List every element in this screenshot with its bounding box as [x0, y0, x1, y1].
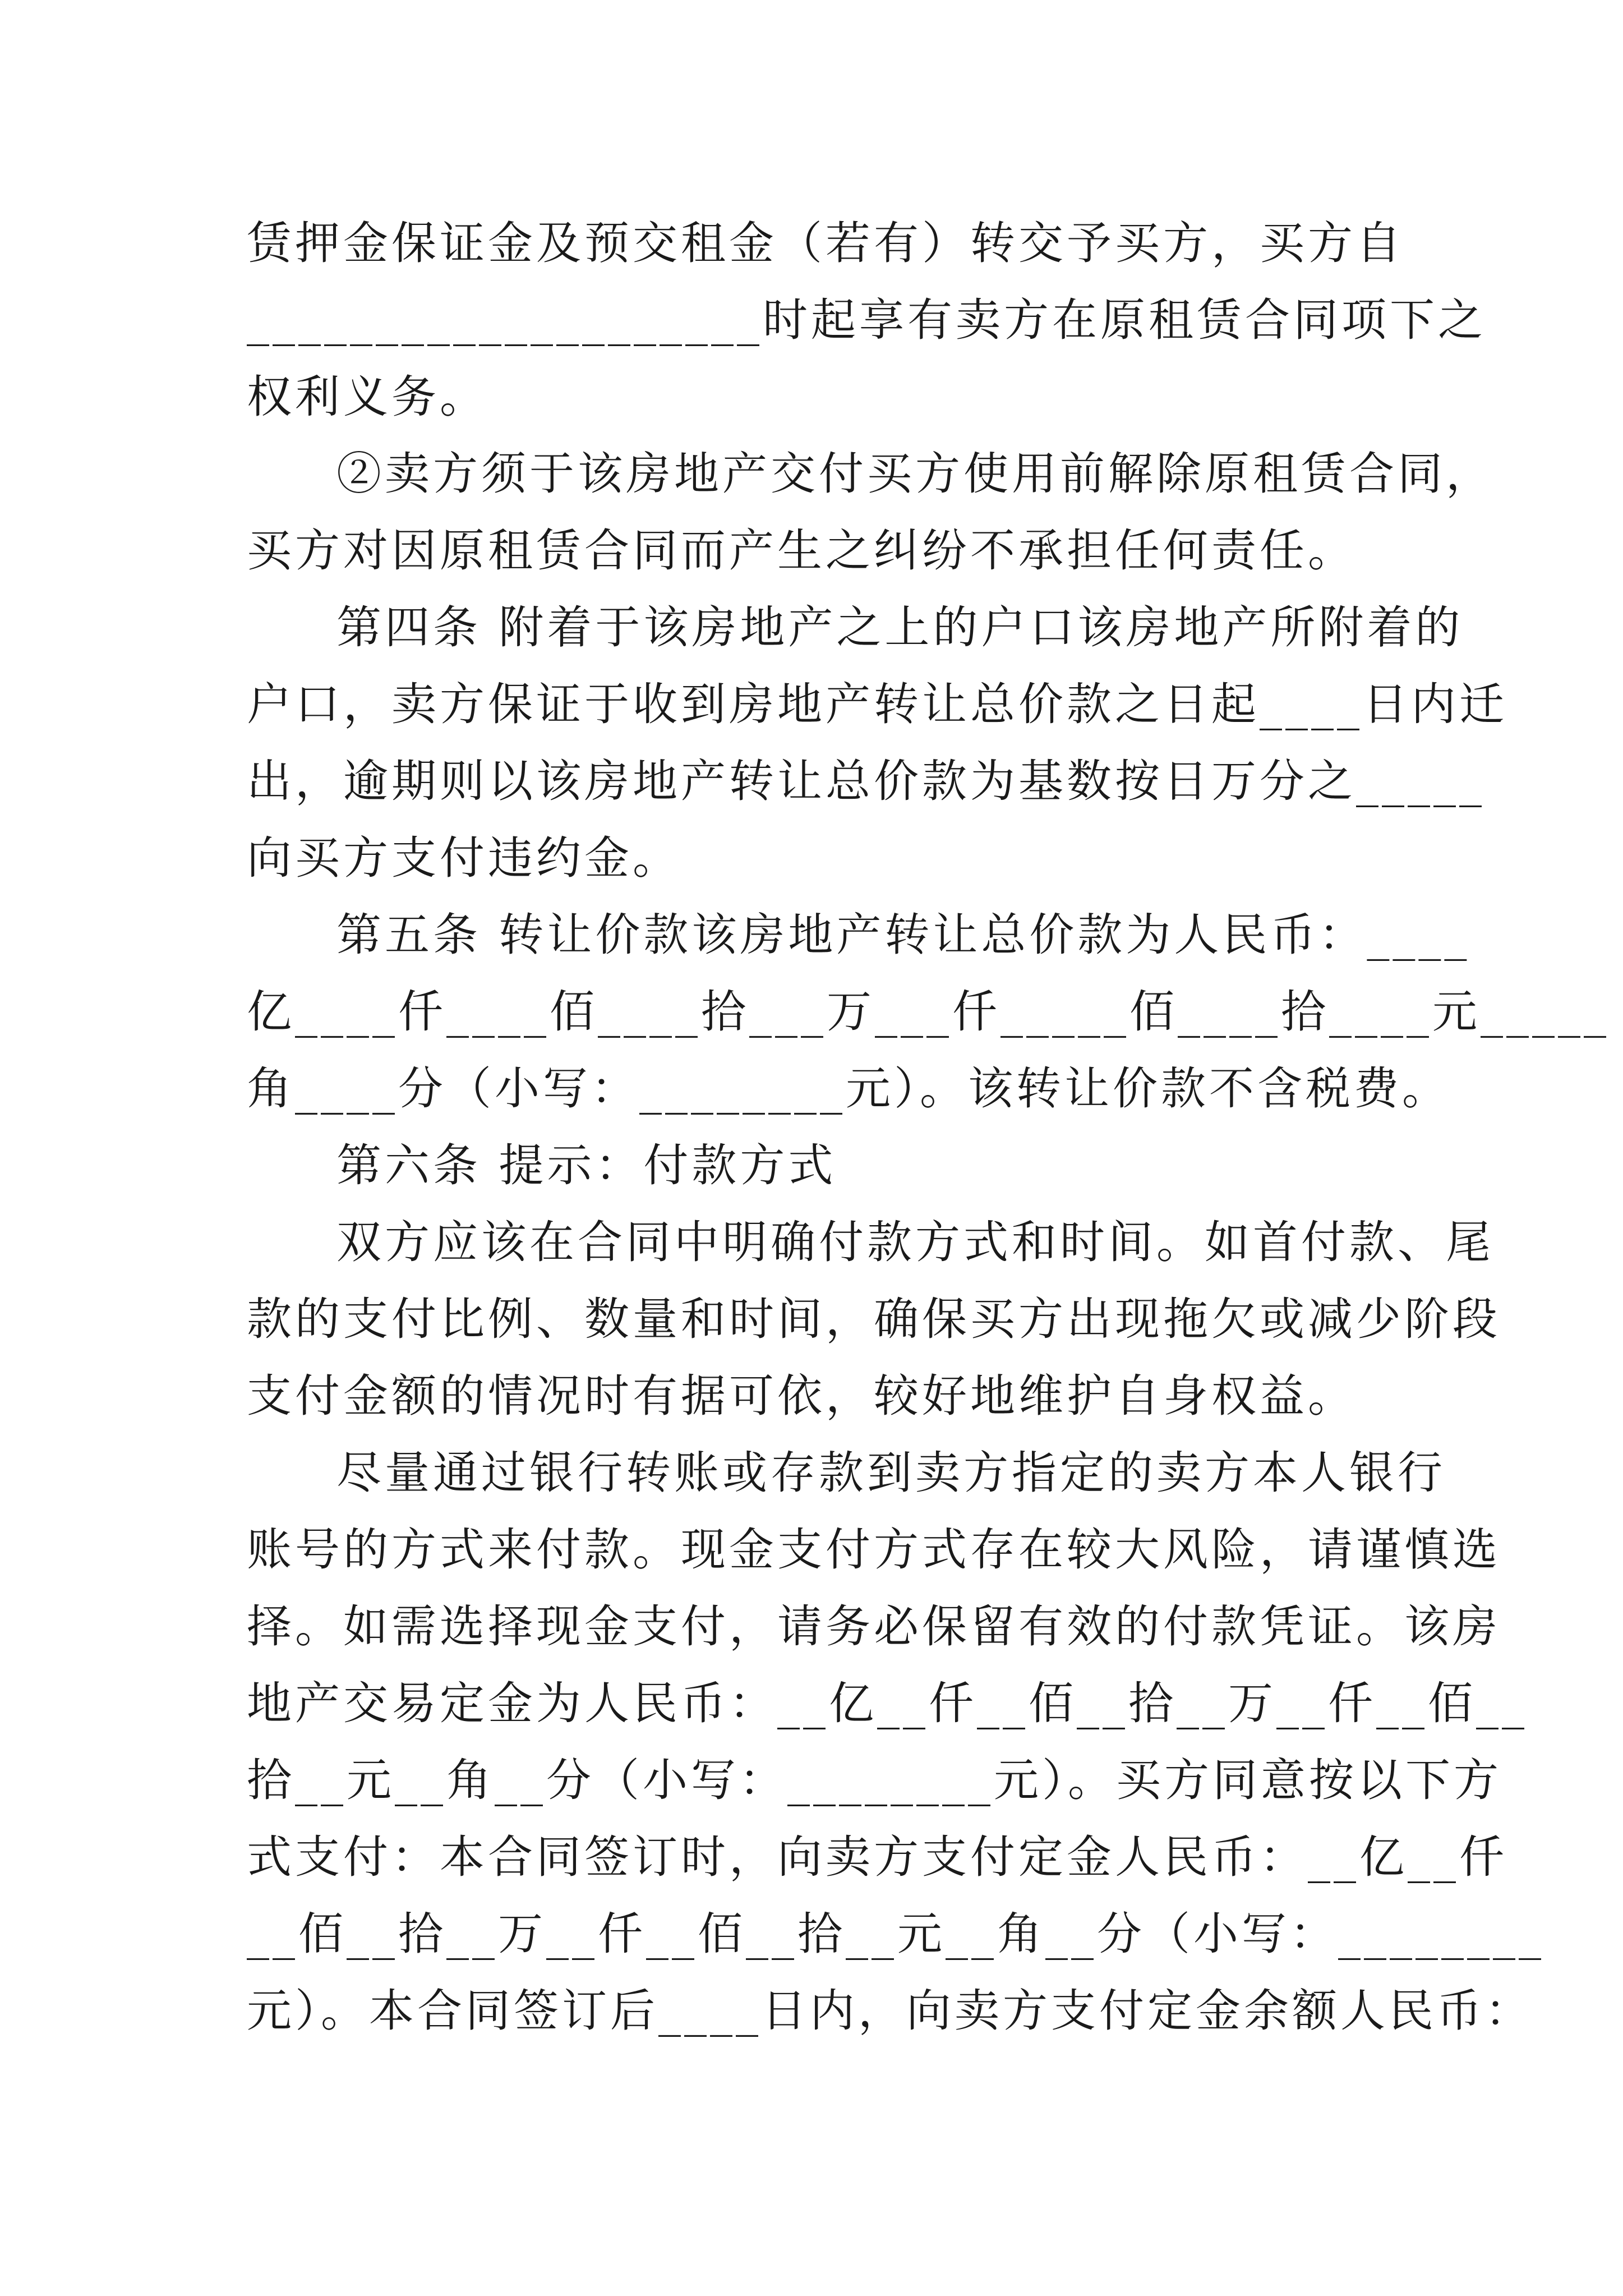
- text-line: 出，逾期则以该房地产转让总价款为基数按日万分之_____: [247, 755, 1485, 807]
- text-line: 亿____仟____佰____拾___万___仟_____佰____拾____元_____: [247, 986, 1610, 1038]
- article-6-heading-line: 第六条 提示：付款方式: [336, 1139, 837, 1191]
- text-line: 户口，卖方保证于收到房地产转让总价款之日起____日内迁: [247, 678, 1507, 730]
- text-line: 角____分（小写：________元）。该转让价款不含税费。: [247, 1062, 1450, 1115]
- text-line: 尽量通过银行转账或存款到卖方指定的卖方本人银行: [336, 1447, 1446, 1499]
- text-line: 拾__元__角__分（小写：________元）。买方同意按以下方: [247, 1754, 1502, 1806]
- text-line: ____________________时起享有卖方在原租赁合同项下之: [247, 294, 1486, 346]
- text-line: 双方应该在合同中明确付款方式和时间。如首付款、尾: [336, 1216, 1494, 1268]
- text-line: 款的支付比例、数量和时间，确保买方出现拖欠或减少阶段: [247, 1293, 1501, 1345]
- text-line: 元）。本合同签订后____日内，向卖方支付定金余额人民币：: [247, 1985, 1533, 2037]
- text-line: 账号的方式来付款。现金支付方式存在较大风险，请谨慎选: [247, 1524, 1501, 1576]
- text-line: __佰__拾__万__仟__佰__拾__元__角__分（小写：________: [247, 1908, 1544, 1960]
- text-line: 式支付：本合同签订时，向卖方支付定金人民币：__亿__仟: [247, 1831, 1507, 1883]
- text-line: 权利义务。: [247, 371, 488, 423]
- contract-text: [247, 205, 1610, 2049]
- text-line: 支付金额的情况时有据可依，较好地维护自身权益。: [247, 1370, 1356, 1422]
- text-line: ②卖方须于该房地产交付买方使用前解除原租赁合同，: [336, 448, 1494, 500]
- text-line: 向买方支付违约金。: [247, 832, 681, 884]
- text-line: 地产交易定金为人民币：__亿__仟__佰__拾__万__仟__佰__: [247, 1677, 1528, 1729]
- article-4-heading-line: 第四条 附着于该房地产之上的户口该房地产所附着的: [336, 601, 1464, 654]
- text-line: 赁押金保证金及预交租金（若有）转交予买方，买方自: [247, 217, 1404, 269]
- text-line: 买方对因原租赁合同而产生之纠纷不承担任何责任。: [247, 524, 1356, 577]
- text-line: 择。如需选择现金支付，请务必保留有效的付款凭证。该房: [247, 1600, 1501, 1653]
- article-5-heading-line: 第五条 转让价款该房地产转让总价款为人民币：____: [336, 909, 1470, 961]
